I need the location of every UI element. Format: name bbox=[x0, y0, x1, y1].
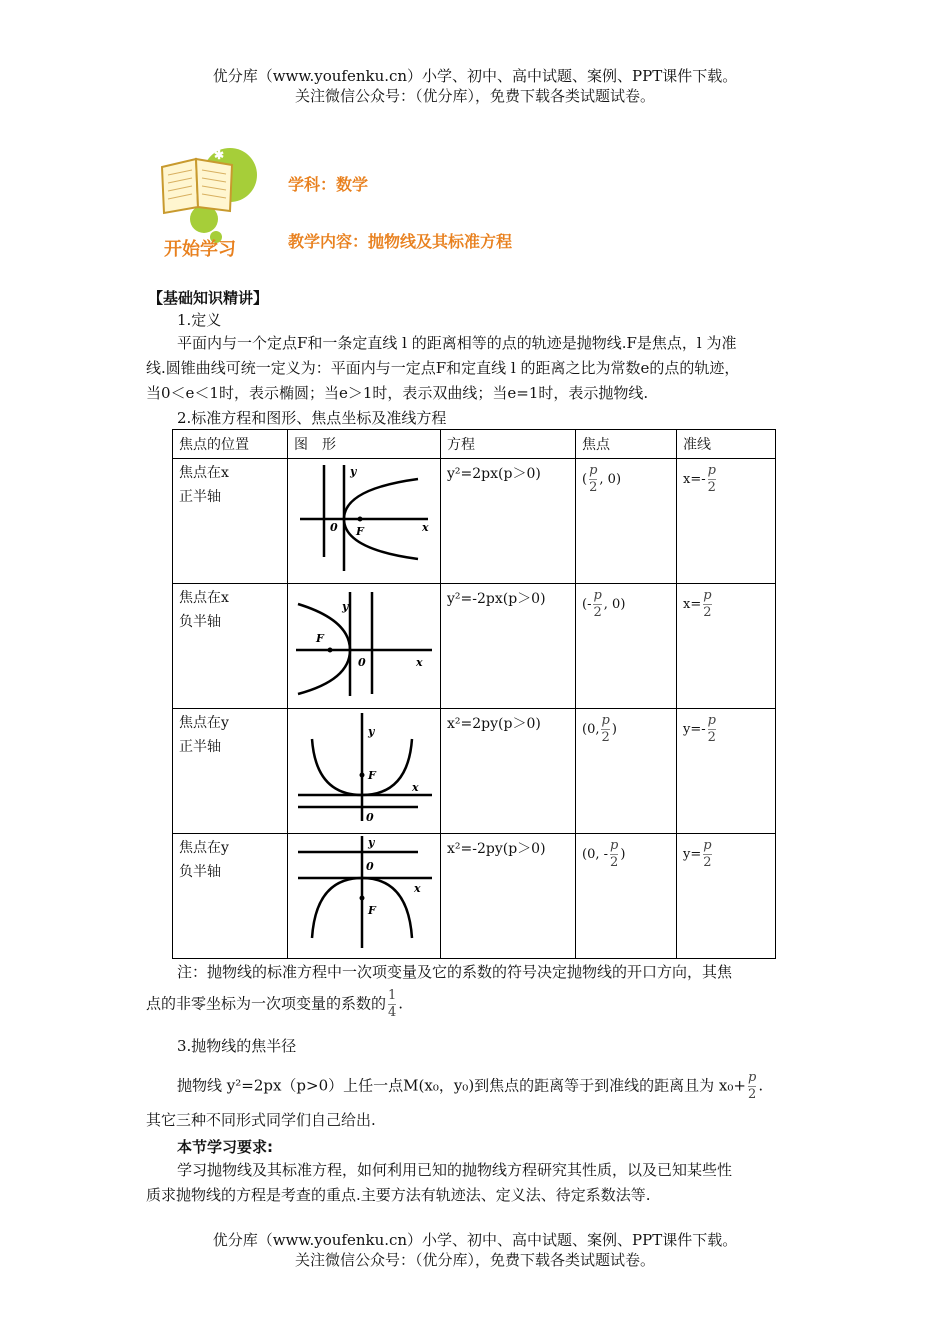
parabola-graph-left bbox=[288, 584, 440, 702]
note-line-2: 点的非零坐标为一次项变量的系数的 $\frac{1}{4}$ . bbox=[146, 988, 404, 1020]
focus-cell: (0, - $\frac{p}{2}$ ) bbox=[576, 834, 677, 959]
item3-title: 3.抛物线的焦半径 bbox=[177, 1037, 297, 1055]
equation-cell: y²=-2px(p＞0) bbox=[441, 584, 576, 709]
parabola-graph-right bbox=[288, 459, 440, 577]
svg-text:x: x bbox=[412, 781, 419, 794]
header-cell: 焦点的位置 bbox=[173, 430, 288, 459]
focus-position-cell: 焦点在y 负半轴 bbox=[173, 834, 288, 959]
directrix-cell: x=- $\frac{p}{2}$ bbox=[677, 459, 776, 584]
requirements-line-2: 质求抛物线的方程是考查的重点.主要方法有轨迹法、定义法、待定系数法等. bbox=[146, 1186, 651, 1204]
start-learning-logo bbox=[152, 145, 272, 265]
item1-line-3: 当0＜e＜1时，表示椭圆；当e＞1时，表示双曲线；当e=1时，表示抛物线. bbox=[146, 384, 649, 402]
table-header-row bbox=[173, 430, 776, 459]
svg-text:0: 0 bbox=[366, 811, 374, 824]
parabola-graph-up bbox=[288, 709, 440, 827]
table-row bbox=[173, 584, 776, 709]
svg-text:y: y bbox=[368, 836, 375, 849]
header-cell: 准线 bbox=[677, 430, 776, 459]
subject-label: 学科：数学 bbox=[288, 175, 369, 194]
equation-cell: y²=2px(p＞0) bbox=[441, 459, 576, 584]
svg-text:y: y bbox=[350, 465, 357, 478]
parabola-table bbox=[172, 429, 776, 959]
equation-cell: x²=2py(p＞0) bbox=[441, 709, 576, 834]
header-cell: 方程 bbox=[441, 430, 576, 459]
directrix-cell: y=- $\frac{p}{2}$ bbox=[677, 709, 776, 834]
svg-text:F: F bbox=[356, 525, 364, 538]
item3-line-1: 抛物线 y²=2px（p>0）上任一点M(x₀，y₀)到焦点的距离等于到准线的距离且为 x₀+ $\frac{p}{2}$ . bbox=[177, 1070, 764, 1102]
graph-cell bbox=[288, 834, 441, 959]
svg-text:0: 0 bbox=[330, 521, 338, 534]
svg-text:F: F bbox=[316, 632, 324, 645]
focus-position-cell: 焦点在x 正半轴 bbox=[173, 459, 288, 584]
table-row bbox=[173, 459, 776, 584]
footer-line-1: 优分库（www.youfenku.cn）小学、初中、高中试题、案例、PPT课件下载。 bbox=[212, 1231, 738, 1249]
svg-text:x: x bbox=[422, 521, 429, 534]
svg-text:0: 0 bbox=[366, 860, 374, 873]
table-row bbox=[173, 834, 776, 959]
svg-text:0: 0 bbox=[358, 656, 366, 669]
directrix-cell: y= $\frac{p}{2}$ bbox=[677, 834, 776, 959]
header-line-2: 关注微信公众号：（优分库），免费下载各类试题试卷。 bbox=[294, 87, 655, 105]
footer-line-2: 关注微信公众号：（优分库），免费下载各类试题试卷。 bbox=[294, 1251, 655, 1269]
header-cell: 焦点 bbox=[576, 430, 677, 459]
note-line-1: 注：抛物线的标准方程中一次项变量及它的系数的符号决定抛物线的开口方向，其焦 bbox=[177, 963, 733, 981]
item1-line-1: 平面内与一个定点F和一条定直线 l 的距离相等的点的轨迹是抛物线.F是焦点，l 为准 bbox=[177, 334, 737, 352]
focus-cell: ( $\frac{p}{2}$ , 0) bbox=[576, 459, 677, 584]
graph-cell bbox=[288, 709, 441, 834]
svg-text:y: y bbox=[342, 600, 349, 613]
header-cell: 图 形 bbox=[288, 430, 441, 459]
svg-text:F: F bbox=[368, 904, 376, 917]
graph-cell bbox=[288, 459, 441, 584]
svg-text:x: x bbox=[414, 882, 421, 895]
requirements-title: 本节学习要求: bbox=[177, 1138, 273, 1156]
item1-line-2: 线.圆锥曲线可统一定义为：平面内与一定点F和定直线 l 的距离之比为常数e的点的轨迹， bbox=[146, 359, 740, 377]
directrix-cell: x= $\frac{p}{2}$ bbox=[677, 584, 776, 709]
svg-text:x: x bbox=[416, 656, 423, 669]
content-label: 教学内容：抛物线及其标准方程 bbox=[288, 232, 513, 251]
focus-position-cell: 焦点在y 正半轴 bbox=[173, 709, 288, 834]
svg-text:F: F bbox=[368, 769, 376, 782]
svg-text:✱: ✱ bbox=[214, 148, 225, 162]
item3-line-2: 其它三种不同形式同学们自己给出. bbox=[146, 1111, 376, 1129]
focus-position-cell: 焦点在x 负半轴 bbox=[173, 584, 288, 709]
focus-cell: (- $\frac{p}{2}$ , 0) bbox=[576, 584, 677, 709]
parabola-graph-down bbox=[288, 834, 440, 952]
graph-cell bbox=[288, 584, 441, 709]
table-row bbox=[173, 709, 776, 834]
logo-caption: 开始学习 bbox=[164, 239, 236, 260]
equation-cell: x²=-2py(p＞0) bbox=[441, 834, 576, 959]
svg-text:y: y bbox=[368, 725, 375, 738]
section-title: 【基础知识精讲】 bbox=[148, 289, 269, 307]
requirements-line-1: 学习抛物线及其标准方程，如何利用已知的抛物线方程研究其性质，以及已知某些性 bbox=[177, 1161, 733, 1179]
item1-title: 1.定义 bbox=[177, 311, 222, 329]
fraction-one-quarter: $\frac{1}{4}$ bbox=[388, 988, 397, 1020]
header-line-1: 优分库（www.youfenku.cn）小学、初中、高中试题、案例、PPT课件下载。 bbox=[212, 67, 738, 85]
item2-title: 2.标准方程和图形、焦点坐标及准线方程 bbox=[177, 409, 447, 427]
focus-cell: (0, $\frac{p}{2}$ ) bbox=[576, 709, 677, 834]
